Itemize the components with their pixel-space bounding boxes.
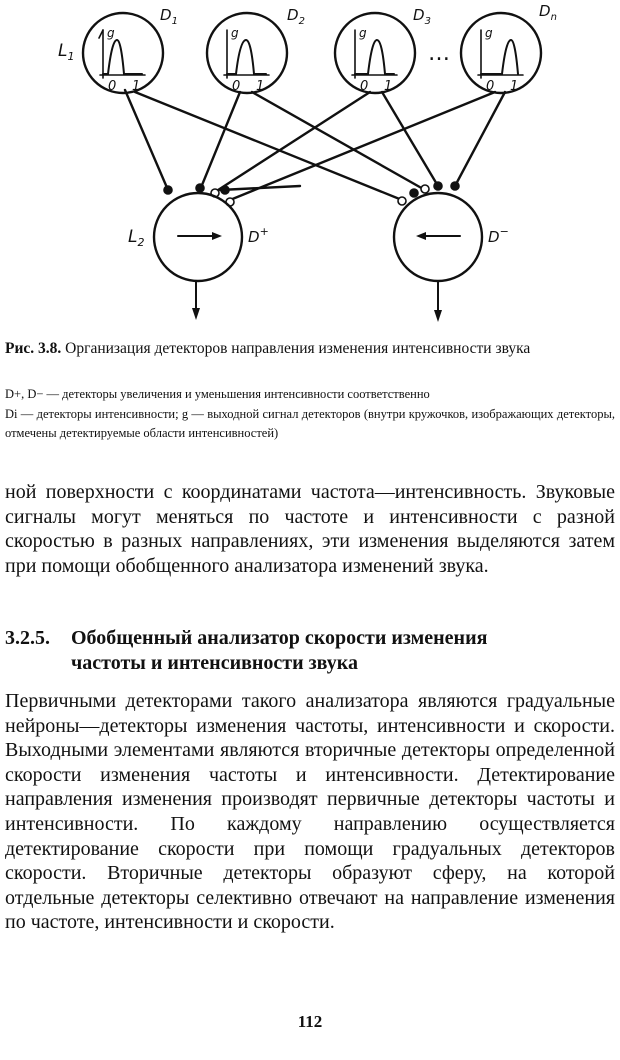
synapse-excitatory — [164, 186, 172, 194]
label-l1: $L_1$ — [58, 41, 75, 63]
axis-g-dn: g — [485, 26, 493, 40]
neuron-dplus — [154, 193, 242, 320]
connections — [125, 90, 505, 200]
paragraph-1: ной поверхности с координатами частота—интенсивность. Звуковые сигналы могут меняться по частоте и интенсивности с разной скоростью в разных направлениях, эти изменения выделяются затем при помощи обобщенного анализатора изменений звука. — [5, 481, 615, 577]
label-ellipsis: … — [428, 41, 450, 66]
conn-d2-dplus — [200, 92, 240, 190]
figure-notes — [5, 385, 615, 444]
arrow-right-icon — [212, 232, 222, 240]
axis-g-d2: g — [231, 26, 239, 40]
figure-caption — [5, 338, 615, 360]
axis-0-d3: 0 — [360, 79, 369, 94]
detector-d1 — [83, 13, 163, 93]
detector-dn — [461, 13, 541, 93]
synapse-inhibitory — [421, 185, 429, 193]
figure-3-8 — [0, 0, 620, 330]
label-dn: $D_n$ — [539, 2, 557, 23]
arrow-left-icon — [416, 232, 426, 240]
axis-0-d2: 0 — [232, 79, 241, 94]
section-heading — [5, 626, 615, 676]
axis-g-d1: g — [107, 26, 115, 40]
label-dplus: D+ — [248, 225, 269, 246]
synapse-excitatory — [410, 189, 418, 197]
arrow-down-icon — [434, 310, 442, 322]
notes-line-1: D+, D− — детекторы увеличения и уменьшения интенсивности соответственно — [5, 387, 430, 401]
label-dminus: D− — [488, 225, 509, 246]
arrow-down-icon — [192, 308, 200, 320]
detector-d3 — [335, 13, 415, 93]
neuron-dminus — [394, 193, 482, 322]
axis-0-d1: 0 — [108, 79, 117, 94]
notes-line-2: Di — детекторы интенсивности; g — выходной сигнал детекторов (внутри кружочков, изображающих детекторы, отмечены детектируемые области интенсивностей) — [5, 406, 615, 440]
label-d2: $D_2$ — [287, 6, 305, 27]
caption-prefix: Рис. 3.8. — [5, 340, 62, 357]
synapse-excitatory — [451, 182, 459, 190]
paragraph-2: Первичными детекторами такого анализатора являются градуальные нейроны—детекторы изменения частоты, интенсивности и скорости. Выходными элементами являются вторичные детекторы определенной скорости изменения частоты и интенсивности. Детектирование направления изменения производят первичные детекторы частоты и интенсивности. По каждому направлению осуществляется детектирование скорости при помощи градуальных детекторов скорости. Вторичные детекторы образуют сферу, на которой отдельные детекторы селективно отвечают на направление изменения по частоте, интенсивности и скорости. — [5, 690, 615, 934]
conn-d3-dminus — [382, 92, 438, 186]
label-d3: $D_3$ — [413, 6, 431, 27]
section-title-line-2: частоты и интенсивности звука — [71, 652, 359, 674]
axis-1-d3: 1 — [384, 79, 393, 94]
axis-g-d3: g — [359, 26, 367, 40]
axis-1-dn: 1 — [510, 79, 519, 94]
section-number: 3.2.5. — [5, 627, 50, 649]
synapse-inhibitory — [398, 197, 406, 205]
label-l2: $L_2$ — [128, 227, 145, 249]
section-title-line-1: Обобщенный анализатор скорости изменения — [71, 627, 488, 649]
axis-0-dn: 0 — [486, 79, 495, 94]
synapse-excitatory — [221, 186, 229, 194]
axis-1-d1: 1 — [132, 79, 141, 94]
axis-1-d2: 1 — [256, 79, 265, 94]
caption-text: Организация детекторов направления изменения интенсивности звука — [61, 340, 531, 357]
synapse-excitatory — [434, 182, 442, 190]
detector-network-diagram — [0, 0, 620, 330]
conn-d1-dplus — [125, 90, 168, 190]
detector-d2 — [207, 13, 287, 93]
synapse-excitatory — [196, 184, 204, 192]
label-d1: $D_1$ — [160, 6, 178, 27]
page-number: 112 — [297, 1012, 323, 1031]
